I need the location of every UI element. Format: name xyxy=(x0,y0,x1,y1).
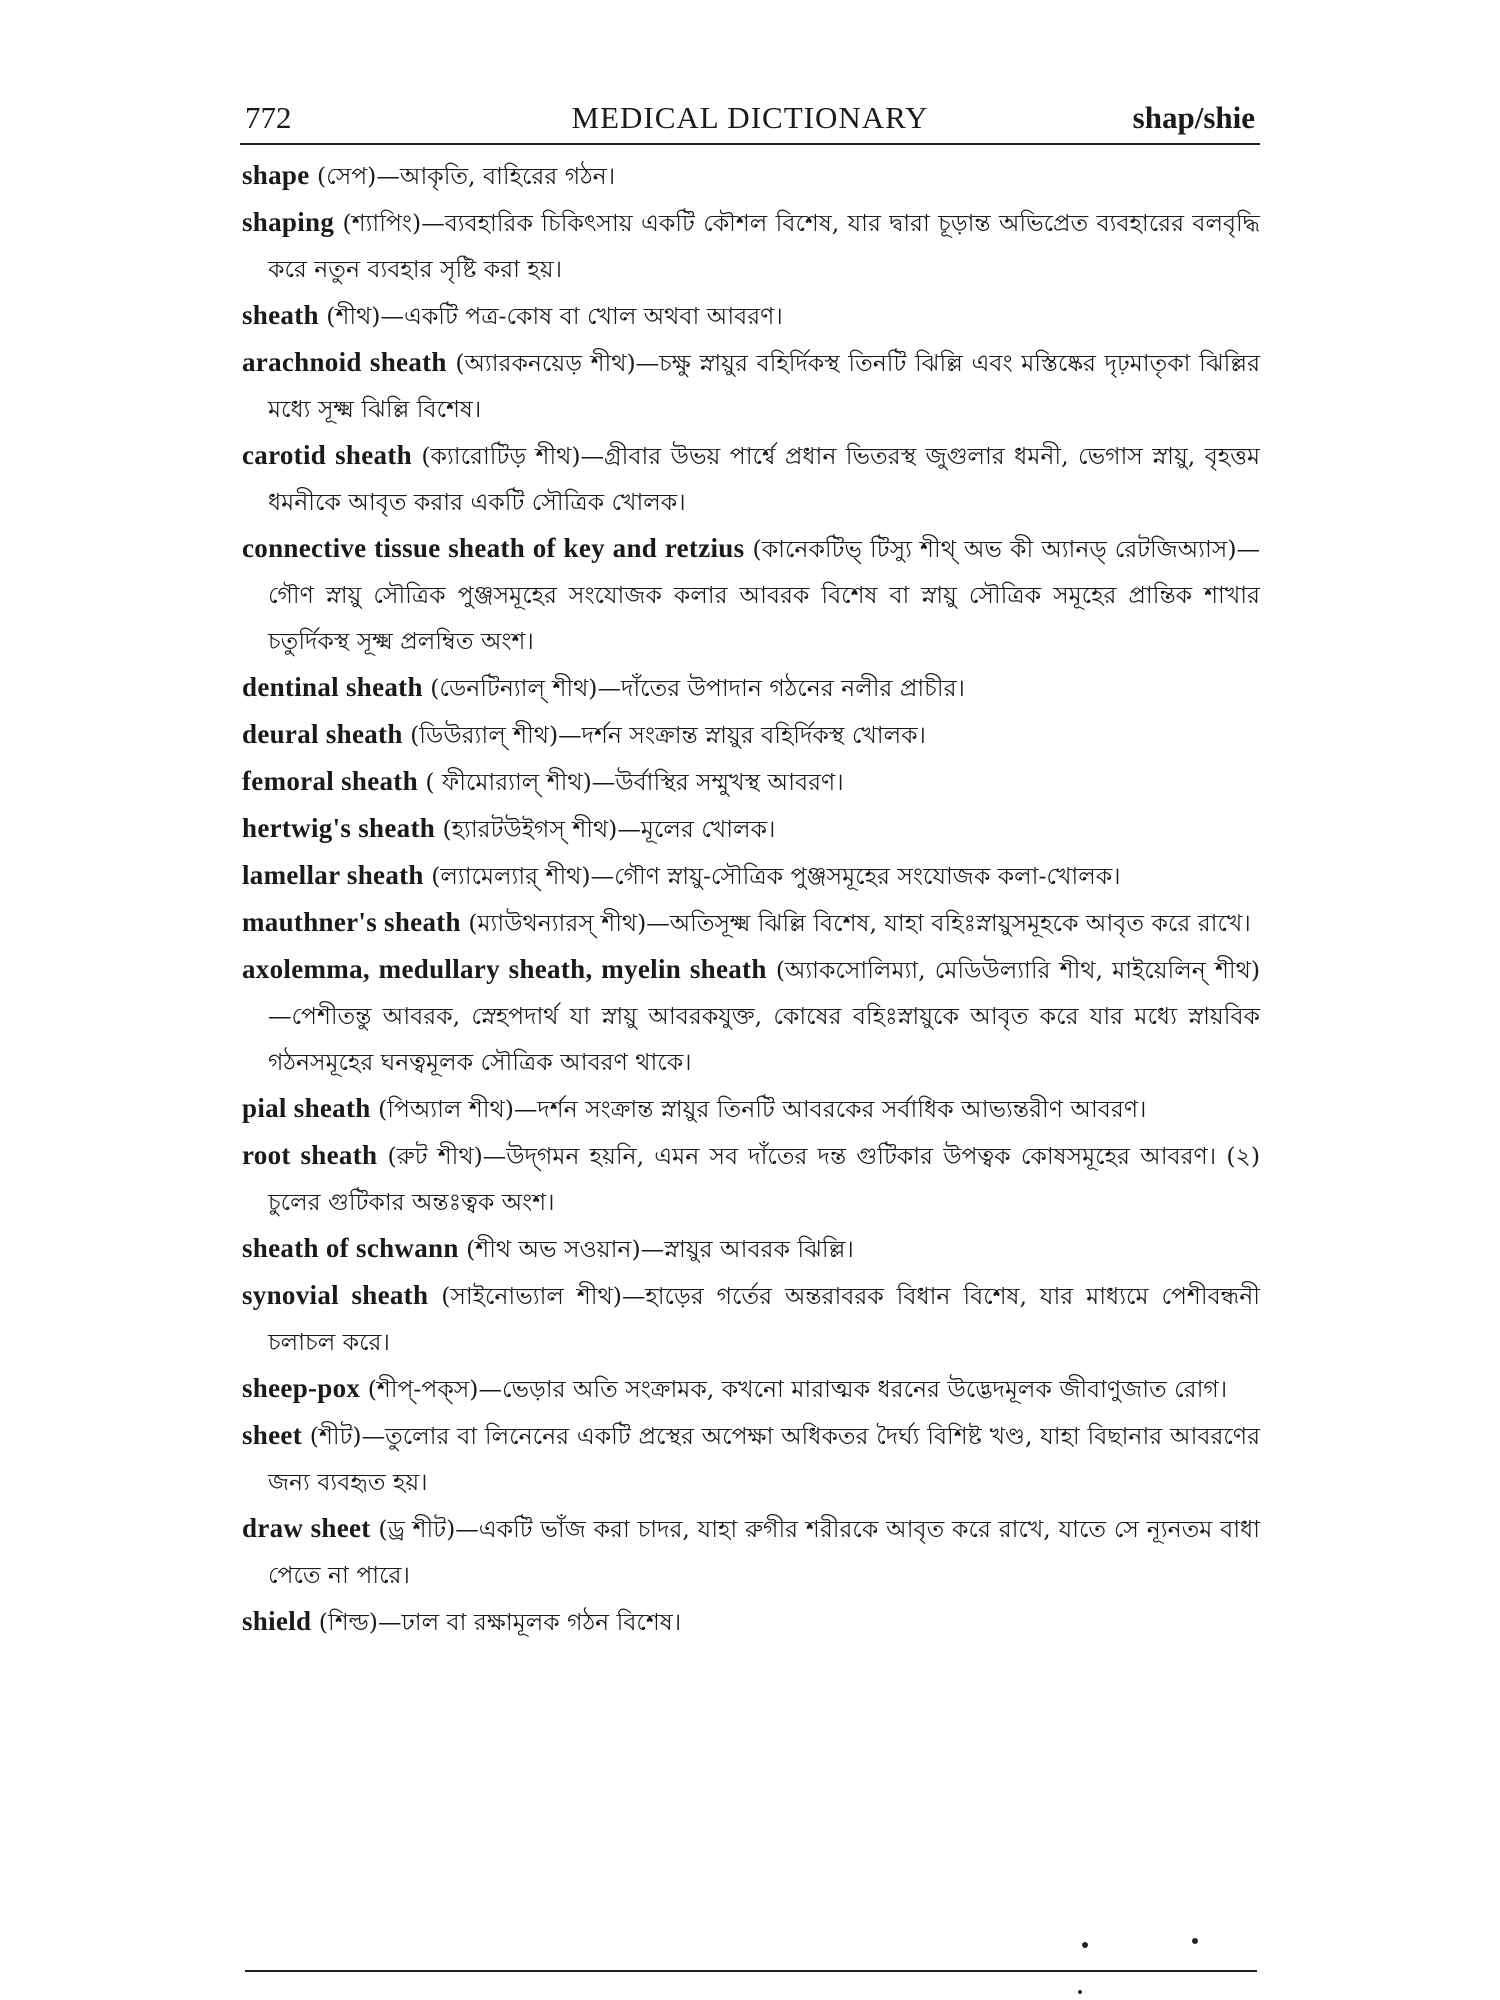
scan-speck xyxy=(1078,1990,1082,1994)
entry-definition: (ল্যামেল্যার্‌ শীথ)—গৌণ স্নায়ু-সৌত্রিক পুঞ্জসমূহের সংযোজক কলা-খোলক। xyxy=(423,862,1121,890)
entry-term: pial sheath xyxy=(242,1093,371,1123)
entry-synovial-sheath xyxy=(242,1272,1260,1365)
entry-term: connective tissue sheath of key and retzius xyxy=(242,533,745,563)
entry-term: femoral sheath xyxy=(242,766,418,796)
entry-term: synovial sheath xyxy=(242,1280,429,1310)
entry-deural-sheath xyxy=(242,711,1260,758)
entry-sheep-pox xyxy=(242,1365,1260,1412)
entry-term: shape xyxy=(242,160,310,190)
entry-root-sheath xyxy=(242,1132,1260,1225)
entry-definition: (অ্যাকসোলিম্যা, মেডিউল্যারি শীথ, মাইয়েলিন্‌ শীথ)—পেশীতন্তু আবরক, স্নেহপদার্থ যা স্নায়ু আবরকযুক্ত, কোষের বহিঃস্নায়ুকে আবৃত করে যার মধ্যে স্নায়বিক গঠনসমূহের ঘনত্বমূলক সৌত্রিক আবরণ থাকে। xyxy=(268,956,1260,1076)
page-number: 772 xyxy=(245,100,292,135)
entry-definition: (শীপ্‌-পক্‌স)—ভেড়ার অতি সংক্রামক, কখনো মারাত্মক ধরনের উদ্ভেদমূলক জীবাণুজাত রোগ। xyxy=(360,1375,1228,1403)
entry-definition: (শীথ)—একটি পত্র-কোষ বা খোল অথবা আবরণ। xyxy=(318,302,783,330)
entry-shaping xyxy=(242,199,1260,292)
entry-carotid-sheath xyxy=(242,432,1260,525)
entry-term: shaping xyxy=(242,207,335,237)
entry-sheet xyxy=(242,1412,1260,1505)
entry-term: axolemma, medullary sheath, myelin sheath xyxy=(242,954,767,984)
header-rule xyxy=(240,143,1260,145)
entry-definition: ( ফীমোর‍্যাল্‌ শীথ)—উর্বাস্থির সম্মুখস্থ আবরণ। xyxy=(417,768,844,796)
entry-list xyxy=(242,152,1260,1645)
running-title: MEDICAL DICTIONARY xyxy=(571,100,929,135)
entry-term: root sheath xyxy=(242,1140,378,1170)
entry-definition: (পিঅ্যাল শীথ)—দর্শন সংক্রান্ত স্নায়ুর তিনটি আবরকের সর্বাধিক আভ্যন্তরীণ আবরণ। xyxy=(370,1095,1147,1123)
entry-shield xyxy=(242,1598,1260,1645)
entry-definition: (শ্যাপিং)—ব্যবহারিক চিকিৎসায় একটি কৌশল বিশেষ, যার দ্বারা চূড়ান্ত অভিপ্রেত ব্যবহারের বলবৃদ্ধি করে নতুন ব্যবহার সৃষ্টি করা হয়। xyxy=(268,209,1260,283)
entry-mauthners-sheath xyxy=(242,899,1260,946)
entry-definition: (শিল্ড)—ঢাল বা রক্ষামূলক গঠন বিশেষ। xyxy=(311,1608,682,1636)
entry-shape xyxy=(242,152,1260,199)
entry-definition: (ক্যারোটিড় শীথ)—গ্রীবার উভয় পার্শ্বে প্রধান ভিতরস্থ জুগুলার ধমনী, ভেগাস স্নায়ু, বৃহত্তম ধমনীকে আবৃত করার একটি সৌত্রিক খোলক। xyxy=(268,442,1260,516)
entry-definition: (শীট)—তুলোর বা লিনেনের একটি প্রস্থের অপেক্ষা অধিকতর দৈর্ঘ্য বিশিষ্ট খণ্ড, যাহা বিছানার আবরণের জন্য ব্যবহৃত হয়। xyxy=(268,1422,1260,1496)
guide-words: shap/shie xyxy=(1132,100,1255,135)
entry-hertwigs-sheath xyxy=(242,805,1260,852)
entry-definition: (ডেনটিন্যাল্‌ শীথ)—দাঁতের উপাদান গঠনের নলীর প্রাচীর। xyxy=(422,674,965,702)
entry-term: dentinal sheath xyxy=(242,672,423,702)
entry-definition: (কানেকটিভ্‌ টিস্যু শীথ্‌ অভ কী অ্যানড্‌ রেটজিঅ্যাস)—গৌণ স্নায়ু সৌত্রিক পুঞ্জসমূহের সংযোজক কলার আবরক বিশেষ বা স্নায়ু সৌত্রিক সমূহের প্রান্তিক শাখার চতুর্দিকস্থ সূক্ষ্ম প্রলম্বিত অংশ। xyxy=(268,535,1260,655)
entry-sheath xyxy=(242,292,1260,339)
entry-definition: (সেপ)—আকৃতি, বাহিরের গঠন। xyxy=(309,162,616,190)
entry-lamellar-sheath xyxy=(242,852,1260,899)
entry-pial-sheath xyxy=(242,1085,1260,1132)
entry-definition: (সাইনোভ্যাল শীথ)—হাড়ের গর্তের অন্তরাবরক বিধান বিশেষ, যার মাধ্যমে পেশীবন্ধনী চলাচল করে। xyxy=(268,1282,1261,1356)
entry-term: carotid sheath xyxy=(242,440,412,470)
entry-term: sheath xyxy=(242,300,319,330)
scan-speck xyxy=(1082,1942,1088,1948)
entry-definition: (শীথ অভ সওয়ান)—স্নায়ুর আবরক ঝিল্লি। xyxy=(458,1235,854,1263)
entry-femoral-sheath xyxy=(242,758,1260,805)
page-header xyxy=(245,95,1255,141)
entry-dentinal-sheath xyxy=(242,664,1260,711)
scan-speck xyxy=(1192,1938,1198,1944)
entry-term: sheath of schwann xyxy=(242,1233,459,1263)
entry-definition: (ম্যাউথন্যারস্‌ শীথ)—অতিসূক্ষ্ম ঝিল্লি বিশেষ, যাহা বহিঃস্নায়ুসমূহকে আবৃত করে রাখে। xyxy=(460,909,1251,937)
entry-term: draw sheet xyxy=(242,1513,371,1543)
entry-definition: (ডিউর‍্যাল্‌ শীথ)—দর্শন সংক্রান্ত স্নায়ুর বহির্দিকস্থ খোলক। xyxy=(402,721,926,749)
entry-term: lamellar sheath xyxy=(242,860,424,890)
entry-definition: (হ্যারটউইগস্‌ শীথ)—মূলের খোলক। xyxy=(435,815,776,843)
entry-term: arachnoid sheath xyxy=(242,347,447,377)
entry-term: shield xyxy=(242,1606,312,1636)
entry-definition: (রুট শীথ)—উদ্‌গমন হয়নি, এমন সব দাঁতের দন্ত গুটিকার উপত্বক কোষসমূহের আবরণ। (২) চুলের গুটিকার অন্তঃত্বক অংশ। xyxy=(268,1142,1260,1216)
entry-draw-sheet xyxy=(242,1505,1260,1598)
entry-arachnoid-sheath xyxy=(242,339,1260,432)
entry-term: sheep-pox xyxy=(242,1373,361,1403)
entry-term: deural sheath xyxy=(242,719,403,749)
footer-rule xyxy=(245,1970,1257,1972)
entry-definition: (ড্র শীট)—একটি ভাঁজ করা চাদর, যাহা রুগীর শরীরকে আবৃত করে রাখে, যাতে সে ন্যূনতম বাধা পেতে না পারে। xyxy=(268,1515,1261,1589)
entry-definition: (অ্যারকনয়েড় শীথ)—চক্ষু স্নায়ুর বহির্দিকস্থ তিনটি ঝিল্লি এবং মস্তিষ্কের দৃঢ়মাতৃকা ঝিল্লির মধ্যে সূক্ষ্ম ঝিল্লি বিশেষ। xyxy=(268,349,1260,423)
entry-axolemma xyxy=(242,946,1260,1085)
entry-term: mauthner's sheath xyxy=(242,907,461,937)
entry-term: sheet xyxy=(242,1420,302,1450)
entry-connective-tissue-sheath xyxy=(242,525,1260,664)
entry-sheath-of-schwann xyxy=(242,1225,1260,1272)
entry-term: hertwig's sheath xyxy=(242,813,436,843)
